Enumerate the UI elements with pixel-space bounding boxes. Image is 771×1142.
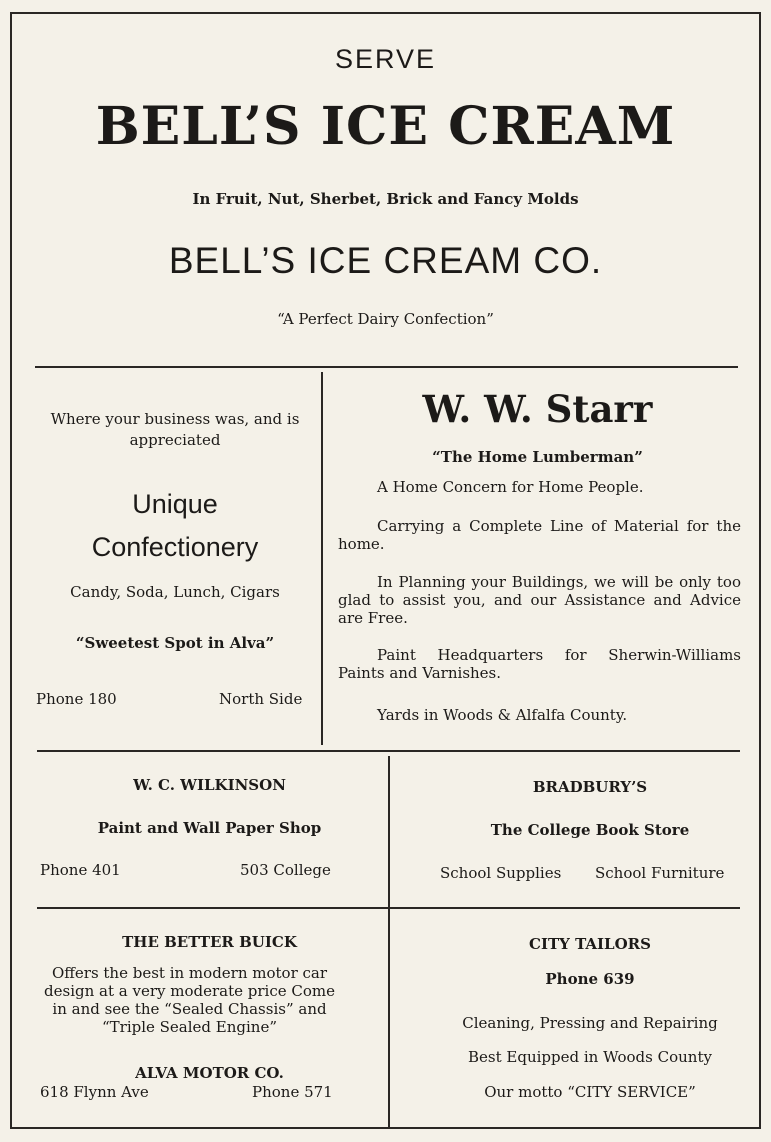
starr-para3: Paint Headquarters for Sherwin-Williams Paints and Varnishes. [338, 646, 741, 682]
unique-location: North Side [219, 690, 303, 708]
bells-slogan: “A Perfect Dairy Confection” [277, 310, 494, 328]
wilkinson-name: W. C. WILKINSON [133, 776, 286, 794]
page-border [10, 12, 761, 1129]
tailors-name: CITY TAILORS [529, 935, 651, 953]
unique-slogan: “Sweetest Spot in Alva” [75, 634, 275, 652]
wilkinson-address: 503 College [240, 861, 331, 879]
starr-para4: Yards in Woods & Alfalfa County. [377, 706, 628, 724]
divider-top [35, 366, 738, 368]
divider-vertical-upper [321, 372, 323, 745]
bradbury-desc: The College Book Store [490, 821, 690, 839]
bells-company-name: BELL’S ICE CREAM CO. [168, 240, 603, 281]
buick-desc: Offers the best in modern motor car design at a very moderate price Come in and see the “Sealed Chassis” and “Triple Sealed Engine” [44, 964, 335, 1036]
starr-tagline: “The Home Lumberman” [432, 448, 643, 466]
tailors-equipped: Best Equipped in Woods County [468, 1048, 712, 1066]
divider-vertical-lower [388, 756, 390, 1127]
unique-intro: Where your business was, and is appreciated [50, 410, 300, 449]
bradbury-furniture: School Furniture [595, 864, 725, 882]
tailors-motto: Our motto “CITY SERVICE” [484, 1083, 696, 1101]
unique-goods: Candy, Soda, Lunch, Cigars [70, 583, 280, 601]
bells-ice-cream-title: BELL’S ICE CREAM [95, 96, 676, 157]
wilkinson-phone: Phone 401 [40, 861, 121, 879]
starr-para1: Carrying a Complete Line of Material for the home. [338, 517, 741, 553]
buick-address: 618 Flynn Ave [40, 1083, 149, 1101]
starr-line1: A Home Concern for Home People. [377, 478, 644, 496]
tailors-phone: Phone 639 [545, 970, 635, 988]
bradbury-name: BRADBURY’S [532, 778, 648, 796]
wilkinson-desc: Paint and Wall Paper Shop [97, 819, 322, 837]
divider-lower [37, 907, 740, 909]
buick-company: ALVA MOTOR CO. [135, 1064, 284, 1082]
unique-name [34, 483, 316, 569]
starr-name: W. W. Starr [422, 387, 653, 431]
divider-middle [37, 750, 740, 752]
unique-name-line1: Unique [132, 489, 218, 519]
tailors-services: Cleaning, Pressing and Repairing [462, 1014, 718, 1032]
buick-phone: Phone 571 [252, 1083, 333, 1101]
bradbury-supplies: School Supplies [440, 864, 562, 882]
starr-para2: In Planning your Buildings, we will be only too glad to assist you, and our Assistance and Advice are Free. [338, 573, 741, 627]
buick-name: THE BETTER BUICK [122, 933, 297, 951]
unique-name-line2: Confectionery [91, 532, 259, 562]
unique-phone: Phone 180 [36, 690, 117, 708]
bells-subtitle: In Fruit, Nut, Sherbet, Brick and Fancy Molds [192, 190, 579, 208]
serve-heading: SERVE [334, 44, 437, 74]
